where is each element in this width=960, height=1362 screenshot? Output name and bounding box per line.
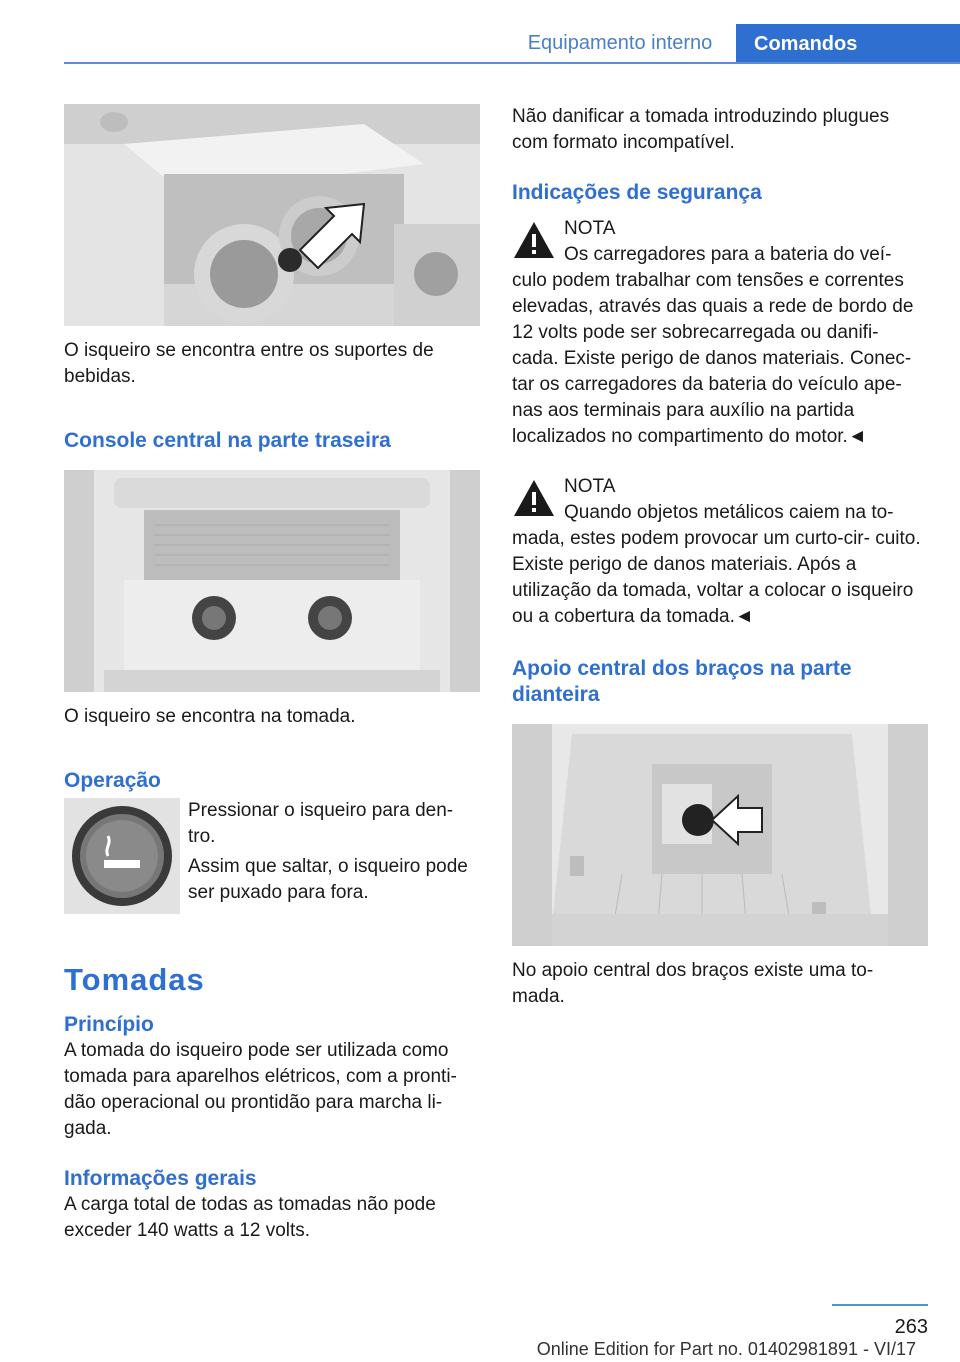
- note-2-label: NOTA: [564, 476, 616, 497]
- footer-rule: [832, 1304, 928, 1306]
- heading-principio: Princípio: [64, 1013, 154, 1036]
- heading-armrest: Apoio central dos braços na parte dianteira: [512, 657, 852, 706]
- heading-operation: Operação: [64, 769, 161, 792]
- header-chapter-tab: Comandos: [736, 24, 960, 64]
- caption-armrest: No apoio central dos braços existe uma to- mada.: [512, 960, 874, 1007]
- page-number: 263: [894, 1316, 928, 1338]
- caption-cupholder: O isqueiro se encontra entre os suportes de bebidas.: [64, 340, 434, 387]
- edition-note: Online Edition for Part no. 01402981891 - VI/17: [536, 1339, 916, 1359]
- note-1-label: NOTA: [564, 218, 616, 239]
- left-column: [64, 104, 480, 1244]
- heading-safety: Indicações de segurança: [512, 181, 762, 204]
- rear-console-image: [64, 470, 480, 692]
- heading-tomadas: Tomadas: [64, 962, 205, 997]
- note-1: [512, 216, 928, 450]
- lighter-button-icon: [64, 798, 180, 914]
- operation-step-pull: Assim que saltar, o isqueiro pode ser puxado para fora.: [188, 856, 468, 903]
- header-section-title: Equipamento interno: [527, 32, 713, 54]
- info-text: A carga total de todas as tomadas não pode exceder 140 watts a 12 volts.: [64, 1194, 436, 1241]
- cupholder-lighter-image: [64, 104, 480, 326]
- principio-text: A tomada do isqueiro pode ser utilizada como tomada para aparelhos elétricos, com a pronti- dão operacional ou prontidão para marcha li- gada.: [64, 1040, 457, 1139]
- heading-info: Informações gerais: [64, 1167, 257, 1190]
- warning-triangle-icon: [512, 220, 556, 260]
- note-2: [512, 474, 928, 630]
- operation-step-press: Pressionar o isqueiro para den- tro.: [188, 800, 454, 847]
- note-2-text: Quando objetos metálicos caiem na to- mada, estes podem provocar um curto-cir- cuito. Existe perigo de danos materiais. Após a utilização da tomada, voltar a colocar o isqueiro ou a cobertura da tomada.◄: [512, 502, 921, 627]
- note-1-text: Os carregadores para a bateria do veí- culo podem trabalhar com tensões e correntes elevadas, através das quais a rede de bordo de 12 volts pode ser sobrecarregada ou danifi- cada. Existe perigo de danos materiais. Conec- tar os carregadores da bateria do veículo ape- nas aos terminais para auxílio na partida localizados no compartimento do motor.◄: [512, 244, 914, 447]
- armrest-socket-image: [512, 724, 928, 946]
- right-column: [512, 104, 928, 1010]
- operation-block: [64, 798, 480, 938]
- warning-triangle-icon: [512, 478, 556, 518]
- header-rule: [64, 62, 960, 64]
- caption-rear-console: O isqueiro se encontra na tomada.: [64, 706, 356, 727]
- intro-text: Não danificar a tomada introduzindo plugues com formato incompatível.: [512, 106, 890, 153]
- heading-console-rear: Console central na parte traseira: [64, 429, 391, 452]
